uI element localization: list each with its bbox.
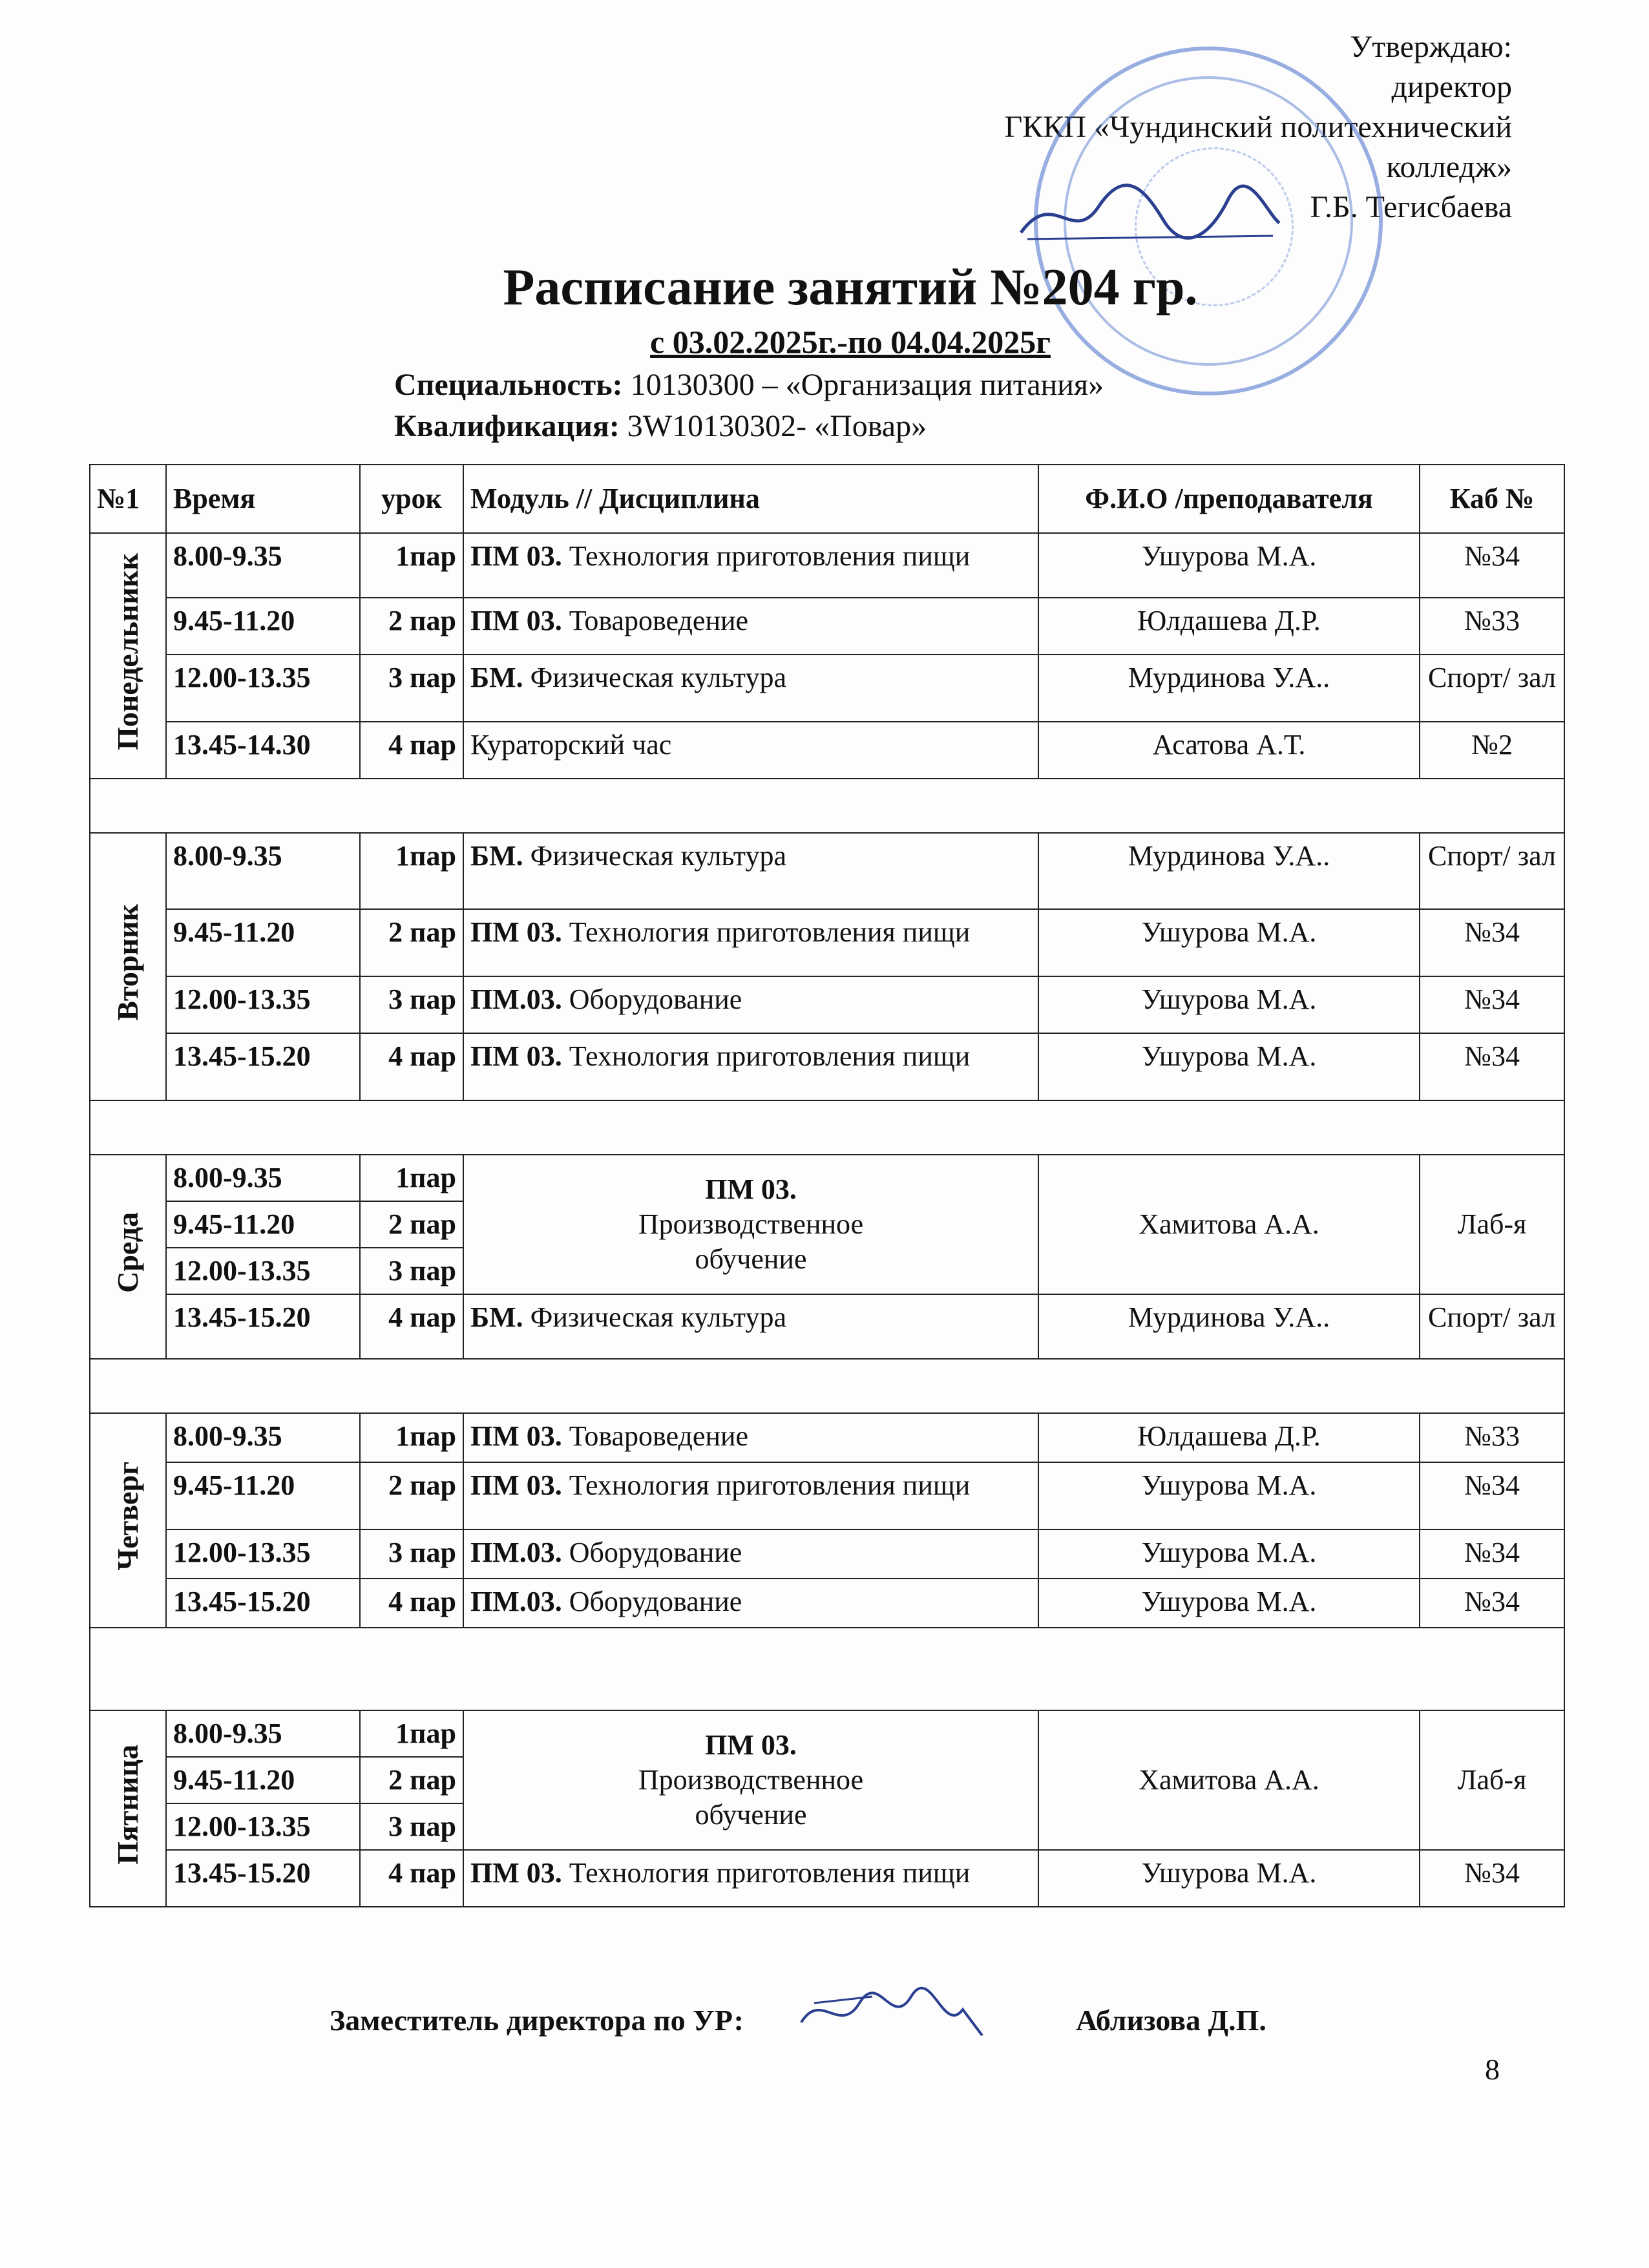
time-cell: 12.00-13.35 xyxy=(166,976,360,1033)
teacher-cell: Ушурова М.А. xyxy=(1038,909,1420,976)
lesson-cell: 1пар xyxy=(360,533,463,598)
table-row xyxy=(90,833,1564,909)
day-name: Вторник xyxy=(111,904,144,1021)
time-cell: 13.45-15.20 xyxy=(166,1850,360,1907)
table-row xyxy=(90,976,1564,1033)
discipline-cell xyxy=(463,833,1038,909)
time-cell: 13.45-14.30 xyxy=(166,722,360,779)
day-cell xyxy=(90,1413,166,1628)
teacher-cell: Ушурова М.А. xyxy=(1038,976,1420,1033)
discipline-cell xyxy=(463,909,1038,976)
teacher-cell: Мурдинова У.А.. xyxy=(1038,833,1420,909)
page-number: 8 xyxy=(1485,2053,1500,2086)
time-cell: 12.00-13.35 xyxy=(166,1248,360,1294)
time-cell: 13.45-15.20 xyxy=(166,1033,360,1100)
table-row xyxy=(90,1850,1564,1907)
time-cell: 13.45-15.20 xyxy=(166,1294,360,1359)
lesson-cell: 2 пар xyxy=(360,909,463,976)
approval-line: Утверждаю: xyxy=(1350,30,1512,64)
module-code: ПМ 03. xyxy=(470,605,562,636)
schedule-body xyxy=(90,533,1564,1907)
day-cell xyxy=(90,1710,166,1907)
separator-cell xyxy=(90,1100,1564,1155)
schedule-table xyxy=(89,464,1565,1907)
specialty-line xyxy=(394,367,1104,403)
module-code: ПМ 03. xyxy=(470,540,562,572)
teacher-cell: Ушурова М.А. xyxy=(1038,1579,1420,1628)
discipline-cell xyxy=(463,722,1038,779)
room-cell: №34 xyxy=(1420,1462,1564,1529)
table-row xyxy=(90,655,1564,722)
discipline-name: Производственное обучение xyxy=(638,1764,864,1831)
lesson-cell: 3 пар xyxy=(360,1529,463,1579)
teacher-cell: Ушурова М.А. xyxy=(1038,1529,1420,1579)
day-separator-row xyxy=(90,1628,1564,1710)
deputy-signature xyxy=(795,1977,989,2048)
time-cell: 12.00-13.35 xyxy=(166,1529,360,1579)
module-code: ПМ 03. xyxy=(470,1040,562,1072)
table-row xyxy=(90,722,1564,779)
time-cell: 8.00-9.35 xyxy=(166,1710,360,1757)
day-name: Четверг xyxy=(111,1462,144,1571)
time-cell: 12.00-13.35 xyxy=(166,655,360,722)
discipline-name: Физическая культура xyxy=(523,662,786,693)
time-cell: 8.00-9.35 xyxy=(166,1155,360,1201)
specialty-label: Специальность: xyxy=(394,368,623,402)
table-row xyxy=(90,1710,1564,1757)
room-cell: №33 xyxy=(1420,1413,1564,1462)
discipline-cell xyxy=(463,1413,1038,1462)
lesson-cell: 2 пар xyxy=(360,1201,463,1248)
lesson-cell: 4 пар xyxy=(360,1294,463,1359)
discipline-name: Кураторский час xyxy=(470,729,672,761)
lesson-cell: 2 пар xyxy=(360,1757,463,1803)
discipline-name: Физическая культура xyxy=(523,840,786,872)
day-cell xyxy=(90,1155,166,1359)
time-cell: 9.45-11.20 xyxy=(166,909,360,976)
day-name: Пятница xyxy=(111,1744,144,1865)
module-code: БМ. xyxy=(470,1301,523,1333)
room-cell: №33 xyxy=(1420,598,1564,655)
module-code: ПМ 03. xyxy=(470,1469,562,1501)
lesson-cell: 1пар xyxy=(360,833,463,909)
qualification-line xyxy=(394,408,927,444)
teacher-cell: Ушурова М.А. xyxy=(1038,1850,1420,1907)
discipline-cell xyxy=(463,1462,1038,1529)
lesson-cell: 4 пар xyxy=(360,1033,463,1100)
discipline-cell xyxy=(463,976,1038,1033)
discipline-cell xyxy=(463,1033,1038,1100)
header-cell: №1 xyxy=(90,465,166,533)
lesson-cell: 3 пар xyxy=(360,976,463,1033)
discipline-cell xyxy=(463,1579,1038,1628)
lesson-cell: 1пар xyxy=(360,1413,463,1462)
schedule-period: с 03.02.2025г.-по 04.04.2025г xyxy=(650,324,1051,360)
discipline-cell xyxy=(463,533,1038,598)
lesson-cell: 4 пар xyxy=(360,722,463,779)
room-cell: Спорт/ зал xyxy=(1420,655,1564,722)
discipline-name: Производственное обучение xyxy=(638,1208,864,1275)
discipline-name: Оборудование xyxy=(562,1537,742,1568)
qualification-value: 3W10130302- «Повар» xyxy=(619,409,927,443)
teacher-cell: Асатова А.Т. xyxy=(1038,722,1420,779)
table-row xyxy=(90,1155,1564,1201)
approval-line: колледж» xyxy=(1386,150,1512,184)
discipline-name: Оборудование xyxy=(562,983,742,1015)
room-cell: №34 xyxy=(1420,1850,1564,1907)
time-cell: 9.45-11.20 xyxy=(166,1757,360,1803)
module-code: ПМ 03. xyxy=(470,1420,562,1452)
header-cell: Ф.И.О /преподавателя xyxy=(1038,465,1420,533)
room-cell: Спорт/ зал xyxy=(1420,833,1564,909)
table-row xyxy=(90,533,1564,598)
room-cell: №2 xyxy=(1420,722,1564,779)
discipline-cell xyxy=(463,1294,1038,1359)
table-row xyxy=(90,1529,1564,1579)
module-code: ПМ 03. xyxy=(470,1857,562,1889)
time-cell: 9.45-11.20 xyxy=(166,1201,360,1248)
time-cell: 13.45-15.20 xyxy=(166,1579,360,1628)
lesson-cell: 1пар xyxy=(360,1155,463,1201)
module-code: ПМ.03. xyxy=(470,1586,562,1617)
room-cell: №34 xyxy=(1420,1529,1564,1579)
module-code: ПМ 03. xyxy=(705,1729,797,1761)
room-cell: №34 xyxy=(1420,1579,1564,1628)
teacher-cell: Ушурова М.А. xyxy=(1038,1462,1420,1529)
day-cell xyxy=(90,833,166,1100)
discipline-cell xyxy=(463,1529,1038,1579)
time-cell: 9.45-11.20 xyxy=(166,1462,360,1529)
discipline-cell xyxy=(463,1850,1038,1907)
room-cell: Лаб-я xyxy=(1420,1155,1564,1294)
teacher-cell: Хамитова А.А. xyxy=(1038,1710,1420,1850)
module-code: ПМ 03. xyxy=(705,1173,797,1205)
teacher-cell: Мурдинова У.А.. xyxy=(1038,1294,1420,1359)
discipline-name: Технология приготовления пищи xyxy=(562,540,971,572)
discipline-cell xyxy=(463,1710,1038,1850)
day-separator-row xyxy=(90,779,1564,833)
table-row xyxy=(90,1462,1564,1529)
teacher-cell: Мурдинова У.А.. xyxy=(1038,655,1420,722)
teacher-cell: Юлдашева Д.Р. xyxy=(1038,598,1420,655)
time-cell: 9.45-11.20 xyxy=(166,598,360,655)
teacher-cell: Юлдашева Д.Р. xyxy=(1038,1413,1420,1462)
lesson-cell: 4 пар xyxy=(360,1579,463,1628)
module-code: ПМ.03. xyxy=(470,983,562,1015)
discipline-name: Технология приготовления пищи xyxy=(562,1040,971,1072)
table-row xyxy=(90,1579,1564,1628)
table-row xyxy=(90,909,1564,976)
table-row xyxy=(90,598,1564,655)
day-name: Понедельникк xyxy=(111,553,144,750)
discipline-name: Технология приготовления пищи xyxy=(562,1857,971,1889)
discipline-name: Товароведение xyxy=(562,605,749,636)
separator-cell xyxy=(90,1359,1564,1413)
room-cell: №34 xyxy=(1420,909,1564,976)
lesson-cell: 3 пар xyxy=(360,1803,463,1850)
day-separator-row xyxy=(90,1100,1564,1155)
document-title: Расписание занятий №204 гр. xyxy=(503,259,1198,316)
footer-label: Заместитель директора по УР: xyxy=(330,2004,744,2037)
teacher-cell: Ушурова М.А. xyxy=(1038,1033,1420,1100)
time-cell: 8.00-9.35 xyxy=(166,1413,360,1462)
room-cell: №34 xyxy=(1420,1033,1564,1100)
director-signature xyxy=(1014,174,1286,252)
lesson-cell: 2 пар xyxy=(360,1462,463,1529)
module-code: ПМ 03. xyxy=(470,916,562,948)
discipline-name: Физическая культура xyxy=(523,1301,786,1333)
table-row xyxy=(90,1413,1564,1462)
room-cell: №34 xyxy=(1420,533,1564,598)
module-code: БМ. xyxy=(470,662,523,693)
lesson-cell: 2 пар xyxy=(360,598,463,655)
day-cell xyxy=(90,533,166,779)
lesson-cell: 3 пар xyxy=(360,1248,463,1294)
time-cell: 8.00-9.35 xyxy=(166,833,360,909)
room-cell: Спорт/ зал xyxy=(1420,1294,1564,1359)
specialty-value: 10130300 – «Организация питания» xyxy=(622,368,1104,402)
header-cell: Модуль // Дисциплина xyxy=(463,465,1038,533)
approval-signer: Г.Б. Тегисбаева xyxy=(1310,190,1512,224)
discipline-name: Технология приготовления пищи xyxy=(562,1469,971,1501)
module-code: ПМ.03. xyxy=(470,1537,562,1568)
discipline-cell xyxy=(463,1155,1038,1294)
discipline-cell xyxy=(463,655,1038,722)
separator-cell xyxy=(90,1628,1564,1710)
header-cell: урок xyxy=(360,465,463,533)
discipline-name: Технология приготовления пищи xyxy=(562,916,971,948)
discipline-cell xyxy=(463,598,1038,655)
time-cell: 12.00-13.35 xyxy=(166,1803,360,1850)
day-separator-row xyxy=(90,1359,1564,1413)
table-row xyxy=(90,1033,1564,1100)
table-row xyxy=(90,1294,1564,1359)
discipline-name: Товароведение xyxy=(562,1420,749,1452)
lesson-cell: 3 пар xyxy=(360,655,463,722)
module-code: БМ. xyxy=(470,840,523,872)
approval-line: ГККП «Чундинский политехнический xyxy=(1004,110,1512,144)
discipline-name: Оборудование xyxy=(562,1586,742,1617)
teacher-cell: Ушурова М.А. xyxy=(1038,533,1420,598)
header-cell: Каб № xyxy=(1420,465,1564,533)
room-cell: Лаб-я xyxy=(1420,1710,1564,1850)
table-header-row xyxy=(90,465,1564,533)
day-name: Среда xyxy=(111,1212,144,1293)
room-cell: №34 xyxy=(1420,976,1564,1033)
footer-name: Аблизова Д.П. xyxy=(1076,2004,1266,2037)
lesson-cell: 4 пар xyxy=(360,1850,463,1907)
qualification-label: Квалификация: xyxy=(394,409,620,443)
approval-line: директор xyxy=(1391,70,1512,104)
lesson-cell: 1пар xyxy=(360,1710,463,1757)
teacher-cell: Хамитова А.А. xyxy=(1038,1155,1420,1294)
time-cell: 8.00-9.35 xyxy=(166,533,360,598)
separator-cell xyxy=(90,779,1564,833)
header-cell: Время xyxy=(166,465,360,533)
